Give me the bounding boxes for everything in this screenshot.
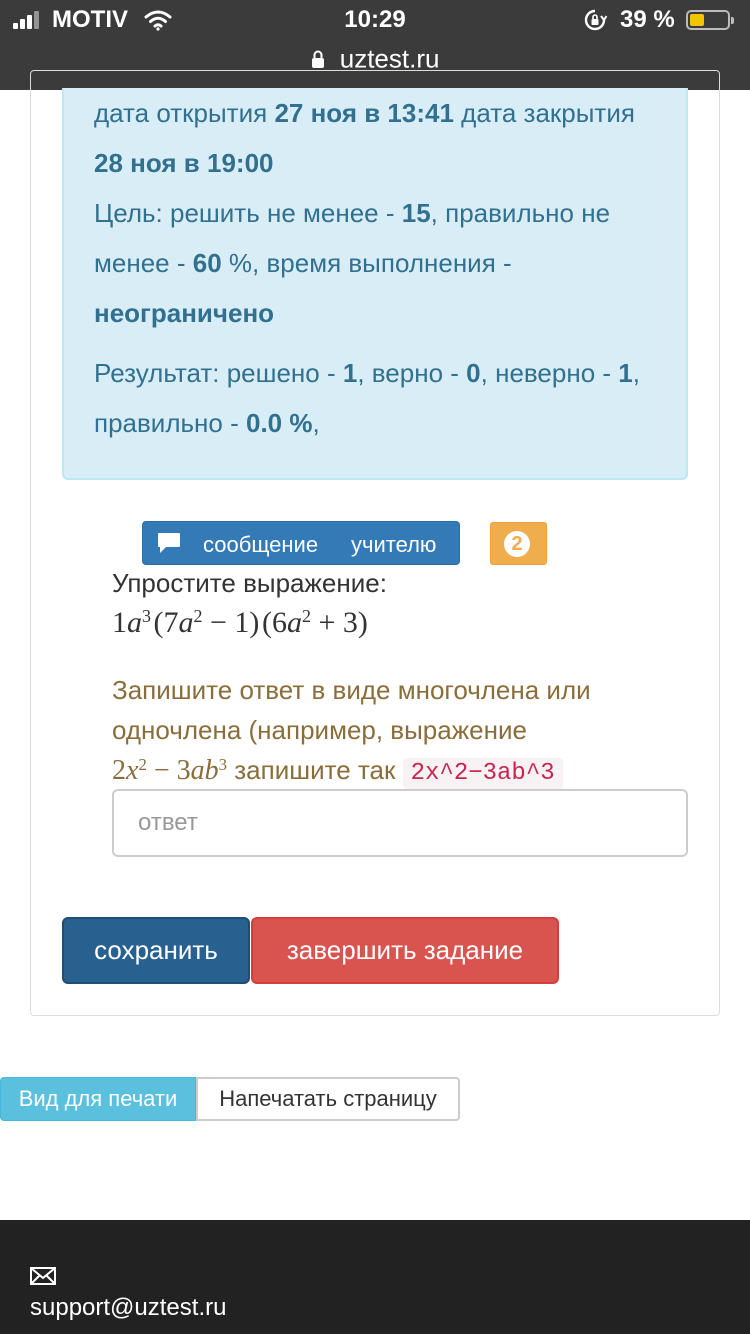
correct-min: 60: [192, 248, 222, 278]
task-title: Упростите выражение:: [112, 568, 387, 598]
battery-icon: [686, 10, 730, 30]
orientation-lock-icon: [583, 8, 607, 32]
goal-min: 15: [401, 198, 431, 228]
task-number: 2: [504, 531, 530, 557]
save-button[interactable]: сохранить: [62, 917, 250, 984]
answer-input[interactable]: [112, 789, 688, 857]
support-email[interactable]: support@uztest.ru: [30, 1294, 227, 1321]
footer: [0, 1220, 750, 1334]
example-code: 2x^2−3ab^3: [403, 758, 563, 789]
solved-count: 1: [342, 358, 358, 388]
envelope-icon: [30, 1266, 56, 1286]
task-number-badge: [490, 522, 547, 565]
task-expression: $1a^3$ $(7a^2 - 1)$ $(6a^2 + 3)$: [112, 606, 368, 639]
example-expression: $2x^2 - 3ab^3$: [112, 754, 228, 786]
battery-percent: 39 %: [620, 6, 675, 33]
open-date: 27 ноя в 13:41: [274, 98, 454, 128]
url-text: uztest.ru: [339, 43, 440, 74]
time-limit: неограничено: [94, 298, 275, 328]
close-date: 28 ноя в 19:00: [94, 148, 274, 178]
dates-text: дата открытия 27 ноя в 13:41 дата закрытия 28 ноя в 19:00: [94, 98, 635, 178]
result-text: Результат: решено - 1, верно - 0, неверно - 1, правильно - 0.0 %,: [94, 358, 640, 438]
message-word2: учителю: [351, 532, 437, 557]
answer-hint: Запишите ответ в виде многочлена или одночлена (например, выражение $2x^2 - 3ab^3$ запишите так 2x^2−3ab^3: [112, 675, 591, 787]
goal-text: Цель: решить не менее - 15, правильно не менее - 60 %, время выполнения - неограничено: [94, 198, 611, 328]
test-info-alert: [62, 88, 688, 480]
finish-task-button[interactable]: завершить задание: [251, 917, 559, 984]
status-time: 10:29: [344, 6, 406, 33]
lock-icon: [311, 50, 325, 68]
message-word1: сообщение: [203, 532, 319, 557]
carrier-name: MOTIV: [52, 6, 128, 33]
chat-icon: [157, 532, 181, 554]
status-bar: [0, 0, 750, 42]
message-teacher-button[interactable]: [142, 521, 460, 565]
print-view-button[interactable]: Вид для печати: [0, 1077, 196, 1121]
right-count: 0: [466, 358, 481, 388]
print-page-button[interactable]: Напечатать страницу: [196, 1077, 460, 1121]
correct-percent: 0.0 %: [246, 408, 313, 438]
wrong-count: 1: [618, 358, 633, 388]
